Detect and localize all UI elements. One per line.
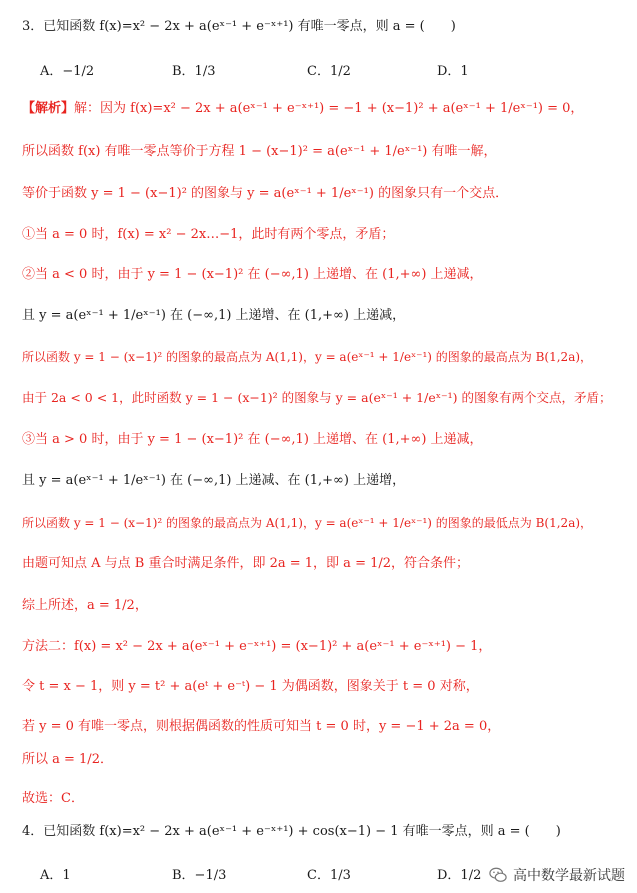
q4-option-d[interactable]: D．1/2 bbox=[437, 868, 482, 883]
solution-line-4: ①当 a = 0 时，f(x) = x² − 2x…−1，此时有两个零点，矛盾； bbox=[22, 227, 395, 242]
solution-line-7: 所以函数 y = 1 − (x−1)² 的图象的最高点为 A(1,1)，y = a(eˣ⁻¹ + 1/eˣ⁻¹) 的图象的最高点为 B(1,2a)， bbox=[22, 350, 593, 364]
solution-line-18: 故选：C． bbox=[22, 791, 84, 806]
watermark-text: 高中数学最新试题 bbox=[513, 868, 625, 884]
solution-line-9: ③当 a > 0 时，由于 y = 1 − (x−1)² 在 (−∞,1) 上递增、在 (1,+∞) 上递减， bbox=[22, 432, 483, 447]
solution-line-11: 所以函数 y = 1 − (x−1)² 的图象的最高点为 A(1,1)，y = a(eˣ⁻¹ + 1/eˣ⁻¹) 的图象的最低点为 B(1,2a)， bbox=[22, 516, 593, 530]
q3-option-c[interactable]: C．1/2 bbox=[307, 64, 351, 79]
q4-stem: 4．已知函数 f(x)=x² − 2x + a(eˣ⁻¹ + e⁻ˣ⁺¹) + cos(x−1) − 1 有唯一零点，则 a = ( ) bbox=[22, 824, 561, 839]
solution-line-12: 由题可知点 A 与点 B 重合时满足条件，即 2a = 1，即 a = 1/2，符合条件； bbox=[22, 556, 470, 571]
solution-line-1 bbox=[22, 100, 583, 118]
solution-line-14: 方法二：f(x) = x² − 2x + a(eˣ⁻¹ + e⁻ˣ⁺¹) = (x−1)² + a(eˣ⁻¹ + e⁻ˣ⁺¹) − 1， bbox=[22, 639, 492, 654]
q4-option-a[interactable]: A．1 bbox=[40, 868, 71, 883]
q3-option-b[interactable]: B．1/3 bbox=[172, 64, 216, 79]
solution-line-16: 若 y = 0 有唯一零点，则根据偶函数的性质可知当 t = 0 时，y = −1 + 2a = 0， bbox=[22, 719, 501, 734]
solution-line-17: 所以 a = 1/2． bbox=[22, 752, 113, 767]
solution-line-2: 所以函数 f(x) 有唯一零点等价于方程 1 − (x−1)² = a(eˣ⁻¹ + 1/eˣ⁻¹) 有唯一解， bbox=[22, 144, 497, 159]
q4-option-c[interactable]: C．1/3 bbox=[307, 868, 351, 883]
q3-option-a[interactable]: A．−1/2 bbox=[40, 64, 95, 79]
q4-option-b[interactable]: B．−1/3 bbox=[172, 868, 227, 883]
solution-line-10: 且 y = a(eˣ⁻¹ + 1/eˣ⁻¹) 在 (−∞,1) 上递减、在 (1,+∞) 上递增， bbox=[22, 473, 406, 488]
solution-line-15: 令 t = x − 1，则 y = t² + a(eᵗ + e⁻ᵗ) − 1 为偶函数，图象关于 t = 0 对称， bbox=[22, 679, 479, 694]
solution-tag: 【解析】 bbox=[22, 101, 75, 116]
q3-option-d[interactable]: D．1 bbox=[437, 64, 469, 79]
solution-line-13: 综上所述，a = 1/2， bbox=[22, 598, 148, 613]
solution-line-8: 由于 2a < 0 < 1，此时函数 y = 1 − (x−1)² 的图象与 y = a(eˣ⁻¹ + 1/eˣ⁻¹) 的图象有两个交点，矛盾； bbox=[22, 390, 612, 405]
solution-text-1: 解：因为 f(x)=x² − 2x + a(eˣ⁻¹ + e⁻ˣ⁺¹) = −1 + (x−1)² + a(eˣ⁻¹ + 1/eˣ⁻¹) = 0， bbox=[74, 101, 584, 116]
solution-line-6: 且 y = a(eˣ⁻¹ + 1/eˣ⁻¹) 在 (−∞,1) 上递增、在 (1,+∞) 上递减， bbox=[22, 308, 406, 323]
solution-line-5: ②当 a < 0 时，由于 y = 1 − (x−1)² 在 (−∞,1) 上递增、在 (1,+∞) 上递减， bbox=[22, 267, 483, 282]
solution-line-3: 等价于函数 y = 1 − (x−1)² 的图象与 y = a(eˣ⁻¹ + 1/eˣ⁻¹) 的图象只有一个交点． bbox=[22, 186, 509, 201]
watermark bbox=[489, 865, 625, 885]
wechat-icon bbox=[489, 866, 507, 884]
q3-stem: 3．已知函数 f(x)=x² − 2x + a(eˣ⁻¹ + e⁻ˣ⁺¹) 有唯一零点，则 a = ( ) bbox=[22, 19, 456, 34]
